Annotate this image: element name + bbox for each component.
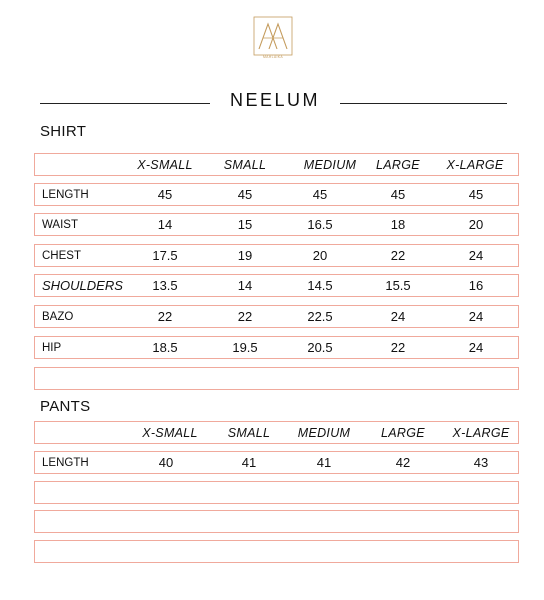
shirt-heading: SHIRT bbox=[40, 123, 87, 140]
pants-header-row bbox=[34, 421, 519, 444]
row-label: LENGTH bbox=[42, 188, 89, 201]
row-label: WAIST bbox=[42, 218, 78, 231]
table-cell: 19.5 bbox=[232, 340, 258, 355]
table-cell: 45 bbox=[312, 187, 328, 202]
table-cell: 22.5 bbox=[307, 309, 333, 324]
empty-row bbox=[34, 540, 519, 563]
table-cell: 24 bbox=[468, 248, 484, 263]
table-row bbox=[34, 451, 519, 474]
table-cell: 18 bbox=[390, 217, 406, 232]
empty-row bbox=[34, 510, 519, 533]
pants-col-medium: MEDIUM bbox=[297, 425, 351, 440]
pants-heading: PANTS bbox=[40, 398, 91, 415]
table-cell: 17.5 bbox=[152, 248, 178, 263]
table-cell: 22 bbox=[157, 309, 173, 324]
table-cell: 22 bbox=[390, 248, 406, 263]
shirt-col-medium: MEDIUM bbox=[303, 157, 357, 172]
table-cell: 14 bbox=[157, 217, 173, 232]
table-cell: 45 bbox=[468, 187, 484, 202]
table-row bbox=[34, 183, 519, 206]
empty-row bbox=[34, 481, 519, 504]
pants-col-xsmall: X-SMALL bbox=[142, 425, 198, 440]
table-cell: 45 bbox=[390, 187, 406, 202]
table-cell: 15.5 bbox=[385, 278, 411, 293]
table-cell: 45 bbox=[157, 187, 173, 202]
row-label: CHEST bbox=[42, 249, 81, 262]
table-cell: 15 bbox=[237, 217, 253, 232]
row-label: BAZO bbox=[42, 310, 74, 323]
pants-col-large: LARGE bbox=[381, 425, 425, 440]
table-cell: 20.5 bbox=[307, 340, 333, 355]
table-cell: 24 bbox=[468, 340, 484, 355]
empty-row bbox=[34, 367, 519, 390]
table-cell: 13.5 bbox=[152, 278, 178, 293]
shirt-col-xlarge: X-LARGE bbox=[446, 157, 504, 172]
table-cell: 40 bbox=[158, 455, 174, 470]
table-cell: 42 bbox=[395, 455, 411, 470]
pants-col-xlarge: X-LARGE bbox=[452, 425, 510, 440]
page-title: NEELUM bbox=[229, 90, 320, 110]
table-cell: 14 bbox=[237, 278, 253, 293]
table-cell: 41 bbox=[316, 455, 332, 470]
title-rule-right bbox=[340, 103, 507, 104]
shirt-header-row bbox=[34, 153, 519, 176]
row-label: HIP bbox=[42, 341, 62, 354]
table-row bbox=[34, 274, 519, 297]
table-cell: 16.5 bbox=[307, 217, 333, 232]
brand-monogram-icon bbox=[253, 16, 293, 56]
table-cell: 16 bbox=[468, 278, 484, 293]
table-cell: 45 bbox=[237, 187, 253, 202]
table-row bbox=[34, 336, 519, 359]
brand-logo bbox=[253, 16, 293, 62]
table-row bbox=[34, 244, 519, 267]
table-cell: 24 bbox=[468, 309, 484, 324]
table-cell: 43 bbox=[473, 455, 489, 470]
brand-caption: MAHLAIKA bbox=[262, 55, 284, 59]
table-row bbox=[34, 305, 519, 328]
title-rule-left bbox=[40, 103, 210, 104]
row-label: SHOULDERS bbox=[42, 278, 123, 293]
shirt-col-large: LARGE bbox=[376, 157, 420, 172]
row-label: LENGTH bbox=[42, 456, 89, 469]
table-cell: 18.5 bbox=[152, 340, 178, 355]
table-cell: 20 bbox=[312, 248, 328, 263]
shirt-col-small: SMALL bbox=[223, 157, 267, 172]
table-cell: 19 bbox=[237, 248, 253, 263]
table-cell: 22 bbox=[237, 309, 253, 324]
table-cell: 20 bbox=[468, 217, 484, 232]
table-cell: 24 bbox=[390, 309, 406, 324]
pants-col-small: SMALL bbox=[227, 425, 271, 440]
table-cell: 22 bbox=[390, 340, 406, 355]
table-row bbox=[34, 213, 519, 236]
table-cell: 41 bbox=[241, 455, 257, 470]
table-cell: 14.5 bbox=[307, 278, 333, 293]
shirt-col-xsmall: X-SMALL bbox=[137, 157, 193, 172]
